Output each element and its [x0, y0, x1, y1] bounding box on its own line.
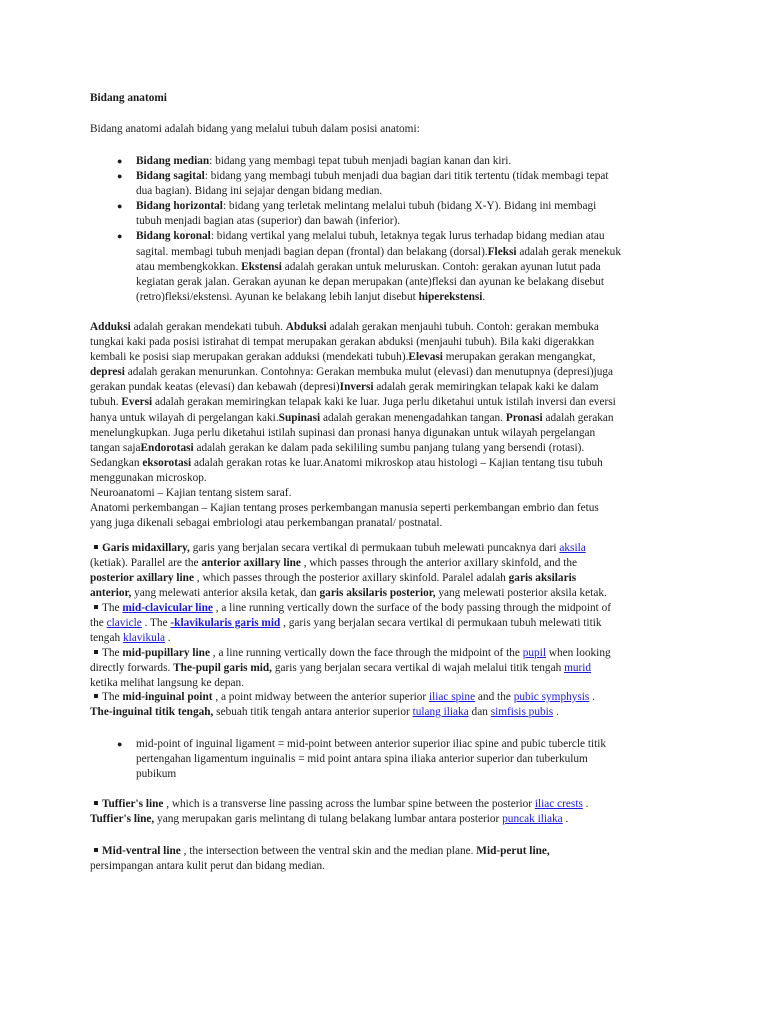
square-bullet-icon — [94, 694, 98, 698]
list-item: ● Bidang sagital: bidang yang membagi tubuh menjadi dua bagian dari titik tertentu (tidak membagi tepat dua bagian). Bidang ini sejajar dengan bidang median. — [117, 170, 609, 198]
doc-title: Bidang anatomi — [90, 92, 167, 104]
mid-pupillary-item: The mid-pupillary line , a line running vertically down the face through the midpoint of the pupil when looking directly forwards. The-pupil garis mid, garis yang berjalan secara vertikal di wajah melalui titik tengah murid ketika melihat langsung ke depan. — [90, 647, 611, 690]
link-mid-clavicular-line[interactable]: mid-clavicular line — [122, 602, 213, 614]
list-item: ● Bidang koronal: bidang vertikal yang melalui tubuh, letaknya tegak lurus terhadap bidang median atau sagital. membagi tubuh menjadi bagian depan (frontal) dan belakang (dorsal).Fleksi adalah gerak menekuk atau membengkokkan. Ekstensi adalah gerakan untuk meluruskan. Contoh: gerakan ayunan lutut pada kegiatan gerak jalan. Gerakan ayunan ke depan merupakan (ante)fleksi dan ayunan ke belakang disebut (retro)fleksi/ekstensi. Ayunan ke belakang lebih lanjut disebut hiperekstensi. — [117, 230, 621, 303]
bullet-icon: ● — [117, 201, 123, 212]
movements-paragraph: Adduksi adalah gerakan mendekati tubuh. Abduksi adalah gerakan menjauhi tubuh. Contoh: gerakan membuka tungkai kaki pada posisi istirahat di tempat merupakan gerakan abduksi (menjauhi tubuh). Bila kaki digerakkan kembali ke posisi siap merupakan gerakan adduksi (mendekati tubuh).Elevasi merupakan gerakan mengangkat, depresi adalah gerakan menurunkan. Contohnya: Gerakan membuka mulut (elevasi) dan menutupnya (depresi)juga gerakan pundak keatas (elevasi) dan kebawah (depresi)Inversi adalah gerak memiringkan telapak kaki ke dalam tubuh. Eversi adalah gerakan memiringkan telapak kaki ke luar. Juga perlu diketahui untuk istilah inversi dan eversi hanya untuk wilayah di pergelangan kaki.Supinasi adalah gerakan menengadahkan tangan. Pronasi adalah gerakan menelungkupkan. Juga perlu diketahui istilah supinasi dan pronasi hanya digunakan untuk wilayah pergelangan tangan sajaEndorotasi adalah gerakan ke dalam pada sekililing sumbu panjang tulang yang bersendi (rotasi). Sedangkan eksorotasi adalah gerakan rotas ke luar.Anatomi mikroskop atau histologi – Kajian tentang tisu tubuh menggunakan microskop. Neuroanatomi – Kajian tentang sistem saraf. Anatomi perkembangan – Kajian tentang proses perkembangan manusia seperti perkembangan embrio dan fetus yang juga dikenali sebagai embriologi atau perkembangan pranatal/ postnatal. — [90, 321, 616, 530]
bullet-icon: ● — [117, 171, 123, 182]
link-pupil[interactable]: pupil — [522, 647, 546, 659]
link-puncak-iliaka[interactable]: puncak iliaka — [502, 813, 563, 826]
link-iliac-crests[interactable]: iliac crests — [534, 798, 583, 810]
link-tulang-iliaka[interactable]: tulang iliaka — [412, 706, 469, 719]
list-item: ● Bidang median: bidang yang membagi tepat tubuh menjadi bagian kanan dan kiri. — [0, 154, 656, 169]
square-bullet-icon — [94, 650, 98, 654]
bullet-icon: ● — [117, 231, 123, 242]
square-bullet-icon — [94, 801, 98, 805]
bullet-icon: ● — [117, 739, 123, 749]
inguinal-sub-list — [0, 737, 656, 782]
link-iliac-spine[interactable]: iliac spine — [428, 691, 476, 703]
square-bullet-icon — [94, 545, 98, 549]
mid-inguinal-item: The mid-inguinal point , a point midway between the anterior superior iliac spine and the pubic symphysis . The-inguinal titik tengah, sebuah titik tengah antara anterior superior tulang iliaka dan simfisis pubis . — [90, 691, 595, 719]
mid-ventral-item: Mid-ventral line , the intersection between the ventral skin and the median plane. Mid-perut line, persimpangan antara kulit perut dan bidang median. — [90, 845, 550, 873]
square-bullet-icon — [94, 605, 98, 609]
link-clavicle[interactable]: clavicle — [106, 617, 142, 630]
bullet-icon: ● — [117, 156, 123, 166]
tuffier-line-item: Tuffier's line , which is a transverse line passing across the lumbar spine between the posterior iliac crests . Tuffier's line, yang merupakan garis melintang di tulang belakang lumbar antara posterior puncak iliaka . — [90, 798, 589, 826]
mid-clavicular-item: The mid-clavicular line , a line running vertically down the surface of the body passing through the midpoint of the clavicle . The -klavikularis garis mid , garis yang berjalan secara vertikal di permukaan tubuh melewati titik tengah klavikula . — [90, 602, 612, 645]
link-aksila[interactable]: aksila — [559, 542, 586, 554]
list-item: ● mid-point of inguinal ligament = mid-point between anterior superior iliac spine and pubic tubercle titik pertengahan ligamentum inguinalis = mid point antara spina iliaka anterior superior dan tuberkulum pubikum — [117, 738, 607, 781]
list-item: ● Bidang horizontal: bidang yang terletak melintang melalui tubuh (bidang X-Y). Bidang ini membagi tubuh menjadi bagian atas (superior) dan bawah (inferior). — [117, 200, 597, 228]
mid-axillary-item: Garis midaxillary, garis yang berjalan secara vertikal di permukaan tubuh melewati puncaknya dari aksila (ketiak). Parallel are the anterior axillary line , which passes through the anterior axillary skinfold, and the posterior axillary line , which passes through the posterior axillary skinfold. Paralel adalah garis aksilaris anterior, yang melewati anterior aksila ketak, dan garis aksilaris posterior, yang melewati posterior aksila ketak. — [90, 542, 607, 600]
link-simfisis-pubis[interactable]: simfisis pubis — [490, 706, 554, 719]
planes-list — [0, 154, 656, 305]
link-murid[interactable]: murid — [564, 662, 592, 675]
intro-text: Bidang anatomi adalah bidang yang melalui tubuh dalam posisi anatomi: — [90, 123, 420, 135]
link-pubic-symphysis[interactable]: pubic symphysis — [513, 691, 590, 703]
link-klavikularis-garis-mid[interactable]: -klavikularis garis mid — [170, 617, 281, 630]
link-klavikula[interactable]: klavikula — [122, 632, 165, 645]
square-bullet-icon — [94, 848, 98, 852]
